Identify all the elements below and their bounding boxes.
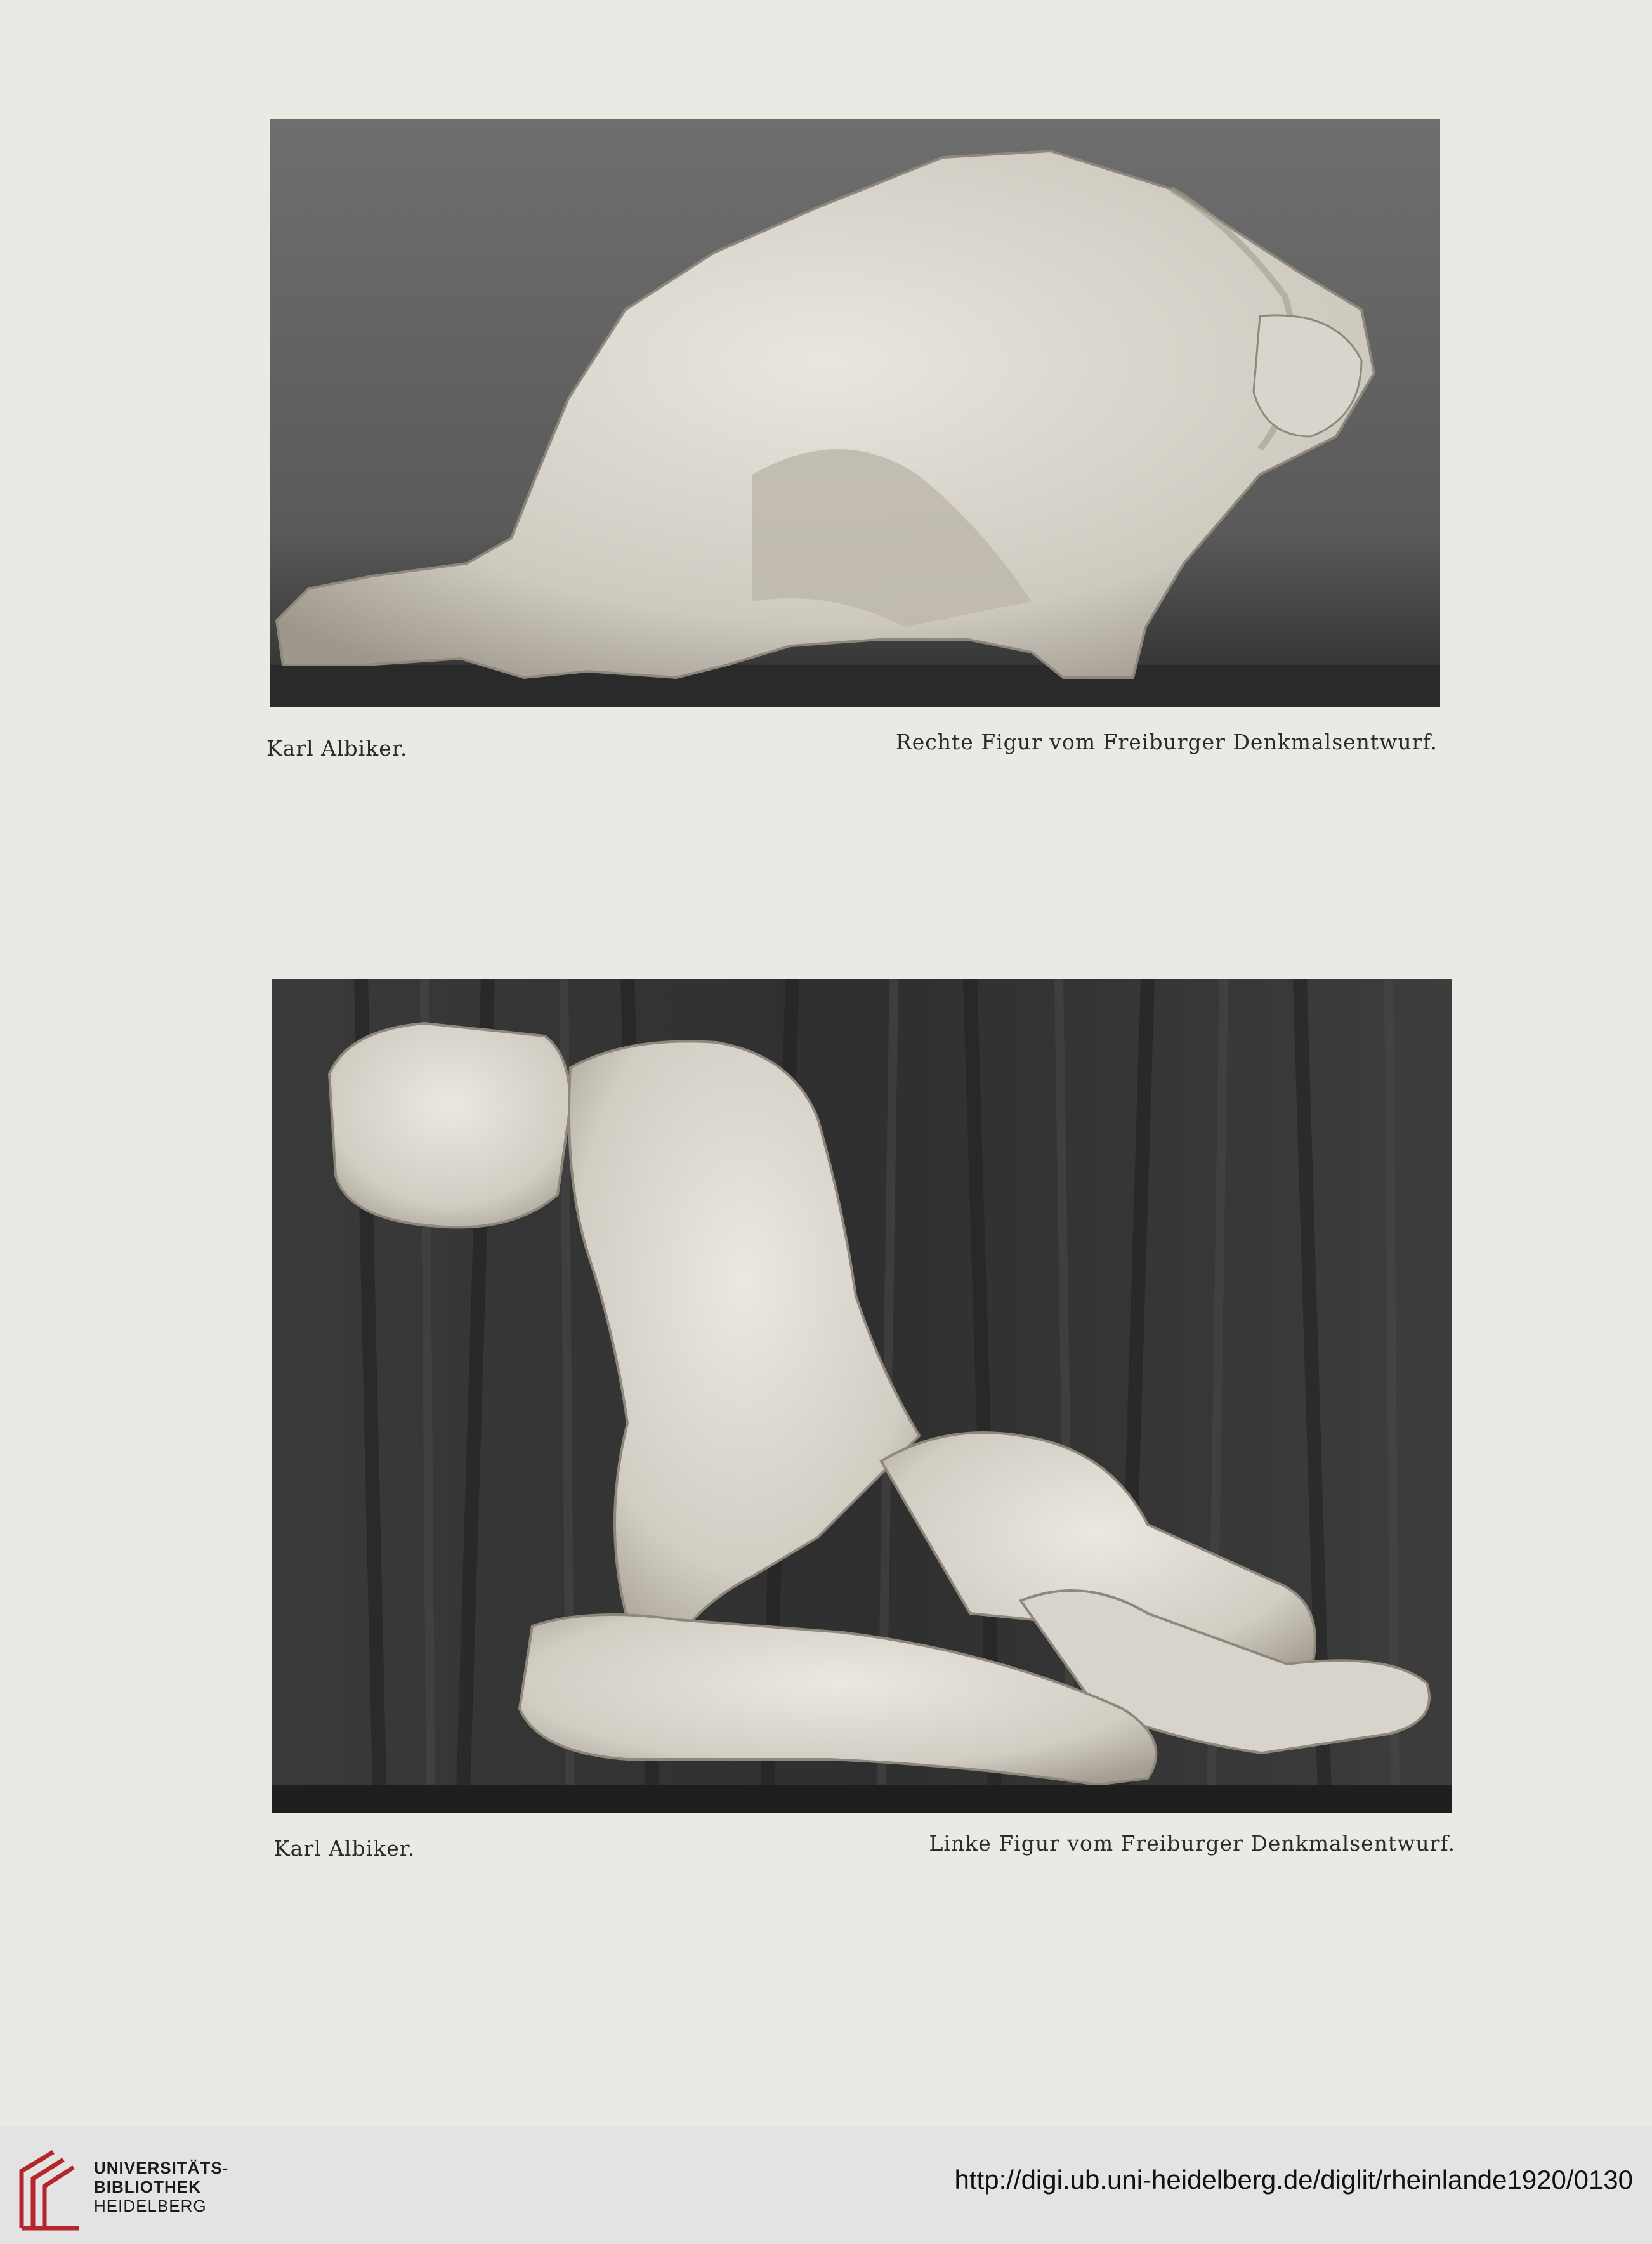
library-name [94,2158,228,2215]
caption-title: Linke Figur vom Freiburger Denkmalsentwurf. [929,1831,1455,1856]
photo-plate-seated-figure [272,979,1452,1813]
sculpture-photo-right-figure [270,119,1440,707]
caption-artist: Karl Albiker. [274,1836,416,1861]
photo-plate-kneeling-figure [270,119,1440,707]
university-library-logo [15,2146,85,2234]
library-name-line3: HEIDELBERG [94,2196,207,2215]
caption-artist: Karl Albiker. [266,736,408,761]
caption-title: Rechte Figur vom Freiburger Denkmalsentwurf. [895,730,1438,754]
permalink-url[interactable]: http://digi.ub.uni-heidelberg.de/diglit/rheinlande1920/0130 [954,2165,1633,2195]
library-name-line2: BIBLIOTHEK [94,2177,201,2196]
sculpture-photo-left-figure [272,979,1452,1813]
library-name-line1: UNIVERSITÄTS- [94,2158,229,2177]
library-footer [0,2127,1652,2244]
